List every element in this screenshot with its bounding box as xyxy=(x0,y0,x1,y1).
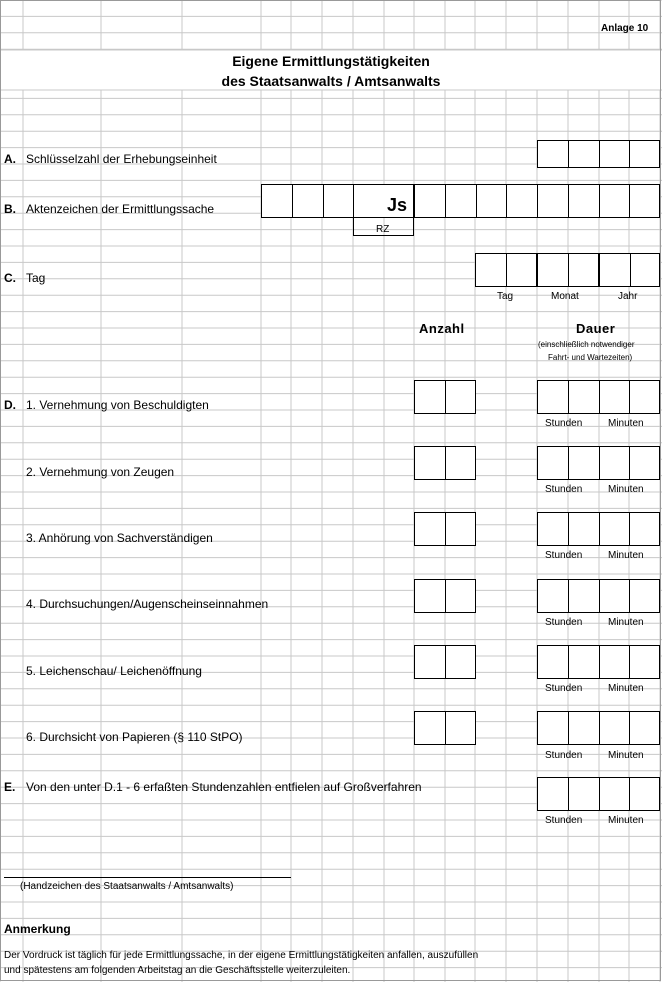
minutes-label: Minuten xyxy=(608,750,644,761)
file-number-part2[interactable] xyxy=(414,184,660,218)
section-c-label: Tag xyxy=(26,271,46,285)
duration-field[interactable] xyxy=(537,645,660,679)
hours-label: Stunden xyxy=(545,484,583,495)
year-field[interactable] xyxy=(599,253,660,287)
duration-field[interactable] xyxy=(537,512,660,546)
duration-note-1: (einschließlich notwendiger xyxy=(538,340,635,349)
year-label: Jahr xyxy=(618,291,638,302)
duration-heading: Dauer xyxy=(576,321,616,336)
section-b-letter: B. xyxy=(4,202,16,216)
section-c-letter: C. xyxy=(4,271,16,285)
activity-label: 1. Vernehmung von Beschuldigten xyxy=(26,398,209,412)
hours-label: Stunden xyxy=(545,617,583,628)
minutes-label: Minuten xyxy=(608,617,644,628)
count-field[interactable] xyxy=(414,380,476,414)
signature-line[interactable] xyxy=(4,877,291,878)
duration-field[interactable] xyxy=(537,446,660,480)
annex-label: Anlage 10 xyxy=(601,23,649,34)
month-field[interactable] xyxy=(537,253,599,287)
minutes-label: Minuten xyxy=(608,550,644,561)
note-line-2: und spätestens am folgenden Arbeitstag an die Geschäftsstelle weiterzuleiten. xyxy=(4,965,351,976)
form-title-line1: Eigene Ermittlungstätigkeiten xyxy=(232,53,430,69)
count-field[interactable] xyxy=(414,645,476,679)
section-e-label: Von den unter D.1 - 6 erfaßten Stundenzahlen entfielen auf Großverfahren xyxy=(26,780,422,794)
form-title-line2: des Staatsanwalts / Amtsanwalts xyxy=(221,73,441,89)
count-field[interactable] xyxy=(414,512,476,546)
minutes-label: Minuten xyxy=(608,418,644,429)
section-e-letter: E. xyxy=(4,780,16,794)
month-label: Monat xyxy=(551,291,579,302)
hours-label: Stunden xyxy=(545,750,583,761)
activity-label: 4. Durchsuchungen/Augenscheinseinnahmen xyxy=(26,597,269,611)
note-line-1: Der Vordruck ist täglich für jede Ermittlungssache, in der eigene Ermittlungstätigkeiten anfallen, auszufüllen xyxy=(4,950,479,961)
section-a-label: Schlüsselzahl der Erhebungseinheit xyxy=(26,152,217,166)
activity-label: 2. Vernehmung von Zeugen xyxy=(26,465,175,479)
section-a-letter: A. xyxy=(4,152,16,166)
large-case-hours-field[interactable] xyxy=(537,777,660,811)
duration-note-2: Fahrt- und Wartezeiten) xyxy=(548,353,633,362)
duration-field[interactable] xyxy=(537,711,660,745)
activity-label: 5. Leichenschau/ Leichenöffnung xyxy=(26,664,202,678)
count-heading: Anzahl xyxy=(419,321,465,336)
activity-label: 3. Anhörung von Sachverständigen xyxy=(26,531,213,545)
section-d-letter: D. xyxy=(4,398,16,412)
hours-label: Stunden xyxy=(545,683,583,694)
count-field[interactable] xyxy=(414,579,476,613)
minutes-label: Minuten xyxy=(608,484,644,495)
section-b-label: Aktenzeichen der Ermittlungssache xyxy=(26,202,215,216)
key-number-field[interactable] xyxy=(537,140,660,168)
day-label: Tag xyxy=(497,291,514,302)
duration-field[interactable] xyxy=(537,380,660,414)
minutes-label: Minuten xyxy=(608,683,644,694)
minutes-label: Minuten xyxy=(608,815,644,826)
note-heading: Anmerkung xyxy=(4,922,71,936)
hours-label: Stunden xyxy=(545,815,583,826)
hours-label: Stunden xyxy=(545,418,583,429)
day-field[interactable] xyxy=(475,253,537,287)
count-field[interactable] xyxy=(414,446,476,480)
signature-label: (Handzeichen des Staatsanwalts / Amtsanwalts) xyxy=(20,881,234,892)
js-label: Js xyxy=(387,195,408,215)
count-field[interactable] xyxy=(414,711,476,745)
activity-label: 6. Durchsicht von Papieren (§ 110 StPO) xyxy=(26,730,243,744)
duration-field[interactable] xyxy=(537,579,660,613)
hours-label: Stunden xyxy=(545,550,583,561)
rz-label: RZ xyxy=(376,224,390,235)
